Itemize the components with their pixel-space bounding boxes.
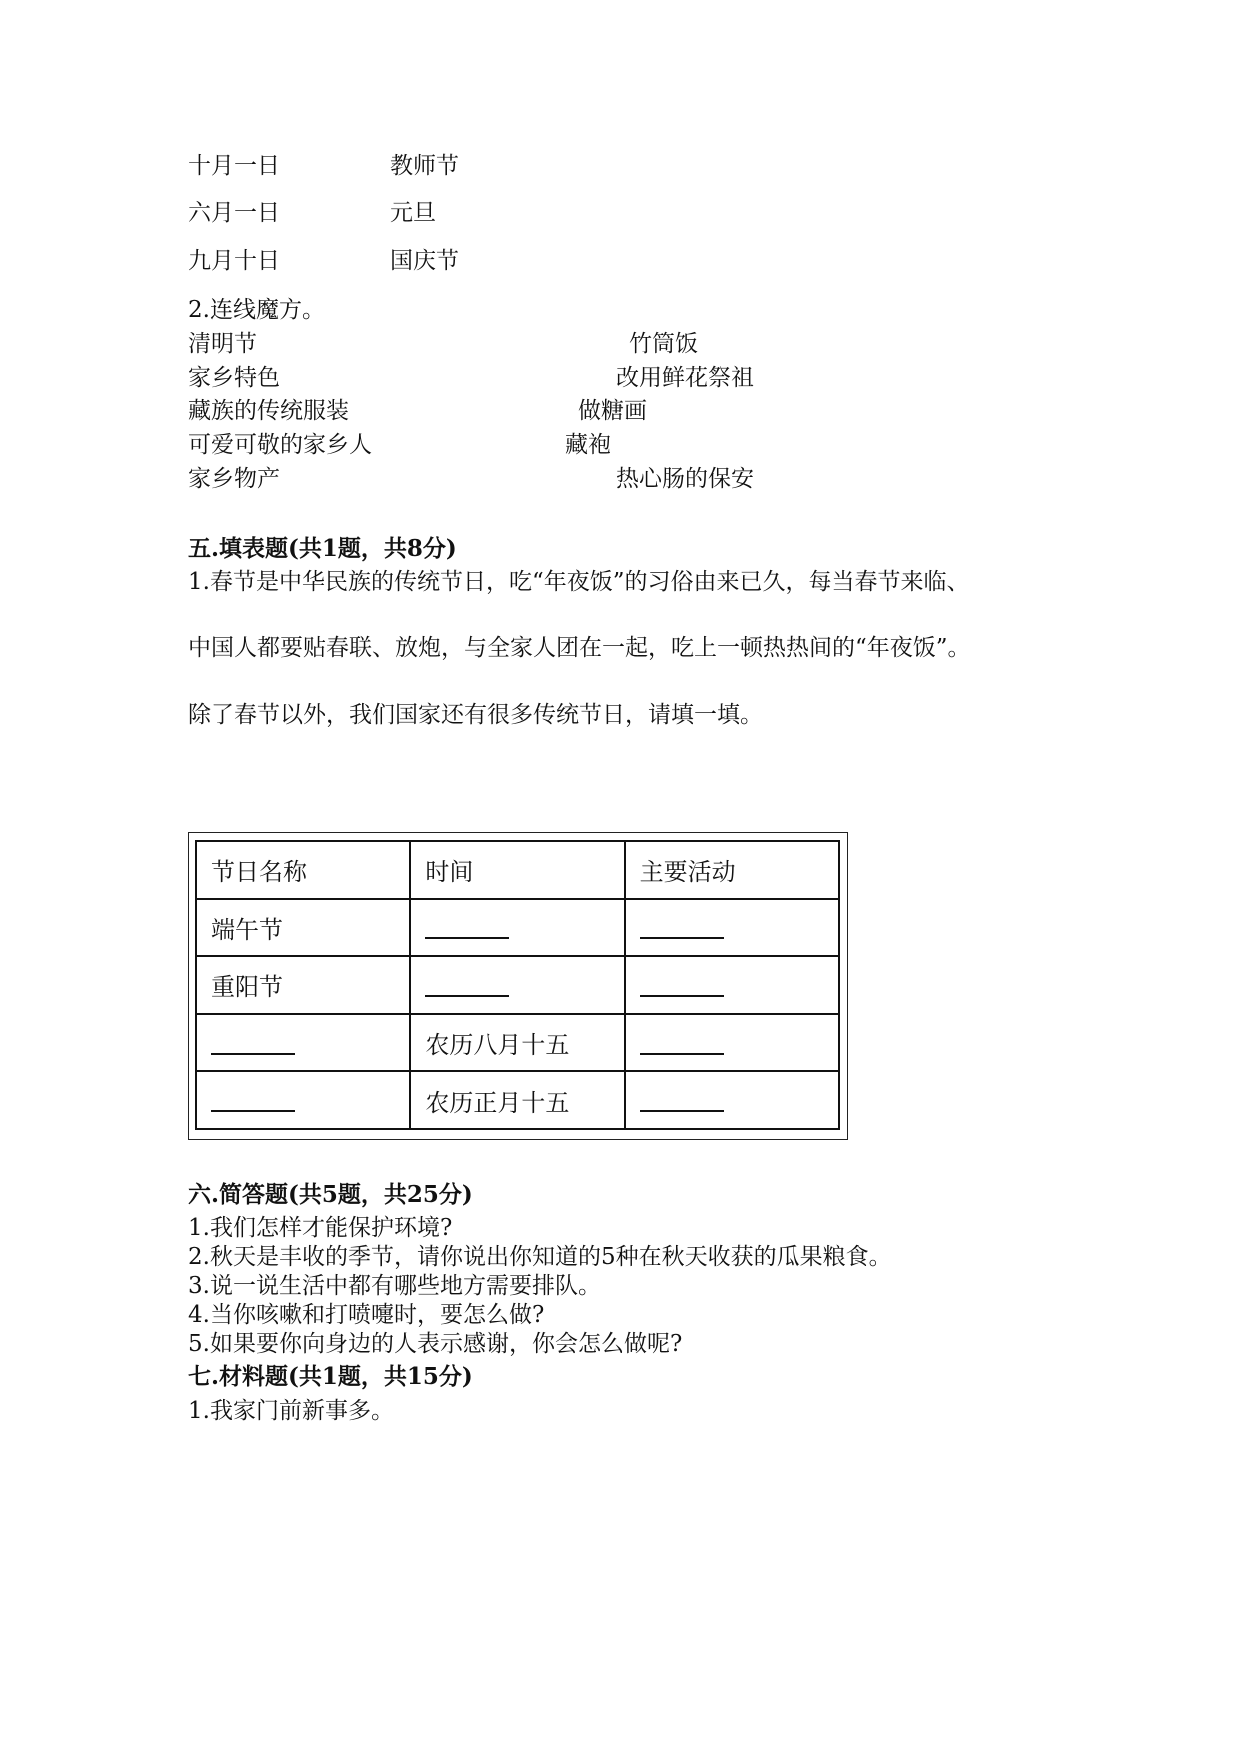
- table-header-row: [196, 841, 839, 899]
- section6-item-1: 1.我们怎样才能保护环境?: [188, 1215, 453, 1241]
- section6-heading: 六.简答题(共5题，共25分): [188, 1181, 473, 1208]
- table-row: [196, 1014, 839, 1072]
- section5-para-3: 除了春节以外，我们国家还有很多传统节日，请填一填。: [188, 702, 763, 728]
- cell-time-blank[interactable]: [410, 899, 624, 957]
- q2-title: 2.连线魔方。: [188, 297, 325, 323]
- q2-right-5: 热心肠的保安: [616, 466, 754, 492]
- q2-right-2: 改用鲜花祭祖: [616, 365, 754, 391]
- table-row: [196, 899, 839, 957]
- festival-table: [195, 840, 840, 1130]
- match-left-1: 十月一日: [188, 153, 280, 179]
- q2-right-3: 做糖画: [578, 398, 647, 424]
- cell-festival: 端午节: [196, 899, 410, 957]
- cell-activity-blank[interactable]: [625, 899, 839, 957]
- section6-item-3: 3.说一说生活中都有哪些地方需要排队。: [188, 1273, 601, 1299]
- cell-time-blank[interactable]: [410, 956, 624, 1014]
- section5-para-2: 中国人都要贴春联、放炮，与全家人团在一起，吃上一顿热热间的“年夜饭”。: [188, 635, 971, 661]
- match-right-1: 教师节: [390, 153, 459, 179]
- section6-item-5: 5.如果要你向身边的人表示感谢，你会怎么做呢?: [188, 1331, 683, 1357]
- fill-blank[interactable]: [211, 1090, 295, 1112]
- fill-blank[interactable]: [640, 1090, 724, 1112]
- fill-blank[interactable]: [425, 975, 509, 997]
- section7-item-1: 1.我家门前新事多。: [188, 1398, 394, 1424]
- fill-blank[interactable]: [211, 1033, 295, 1055]
- cell-activity-blank[interactable]: [625, 956, 839, 1014]
- cell-festival-blank[interactable]: [196, 1071, 410, 1129]
- fill-blank[interactable]: [640, 1033, 724, 1055]
- q2-right-4: 藏袍: [565, 432, 611, 458]
- header-activity: 主要活动: [625, 841, 839, 899]
- match-right-3: 国庆节: [390, 248, 459, 274]
- q2-left-5: 家乡物产: [188, 466, 280, 492]
- q2-left-2: 家乡特色: [188, 365, 280, 391]
- section5-heading: 五.填表题(共1题，共8分): [188, 535, 457, 562]
- section7-heading: 七.材料题(共1题，共15分): [188, 1363, 473, 1390]
- table-row: [196, 1071, 839, 1129]
- cell-time: 农历正月十五: [410, 1071, 624, 1129]
- cell-activity-blank[interactable]: [625, 1014, 839, 1072]
- fill-blank[interactable]: [640, 917, 724, 939]
- cell-festival: 重阳节: [196, 956, 410, 1014]
- cell-activity-blank[interactable]: [625, 1071, 839, 1129]
- header-time: 时间: [410, 841, 624, 899]
- section5-para-1: 1.春节是中华民族的传统节日，吃“年夜饭”的习俗由来已久，每当春节来临、: [188, 569, 970, 595]
- q2-right-1: 竹筒饭: [629, 331, 698, 357]
- q2-left-1: 清明节: [188, 331, 257, 357]
- q2-left-3: 藏族的传统服装: [188, 398, 349, 424]
- section6-item-4: 4.当你咳嗽和打喷嚏时，要怎么做?: [188, 1302, 545, 1328]
- fill-blank[interactable]: [640, 975, 724, 997]
- cell-time: 农历八月十五: [410, 1014, 624, 1072]
- cell-festival-blank[interactable]: [196, 1014, 410, 1072]
- match-left-2: 六月一日: [188, 200, 280, 226]
- section6-item-2: 2.秋天是丰收的季节，请你说出你知道的5种在秋天收获的瓜果粮食。: [188, 1244, 892, 1270]
- table-row: [196, 956, 839, 1014]
- q2-left-4: 可爱可敬的家乡人: [188, 432, 372, 458]
- fill-blank[interactable]: [425, 917, 509, 939]
- match-left-3: 九月十日: [188, 248, 280, 274]
- header-festival-name: 节日名称: [196, 841, 410, 899]
- match-right-2: 元旦: [390, 200, 436, 226]
